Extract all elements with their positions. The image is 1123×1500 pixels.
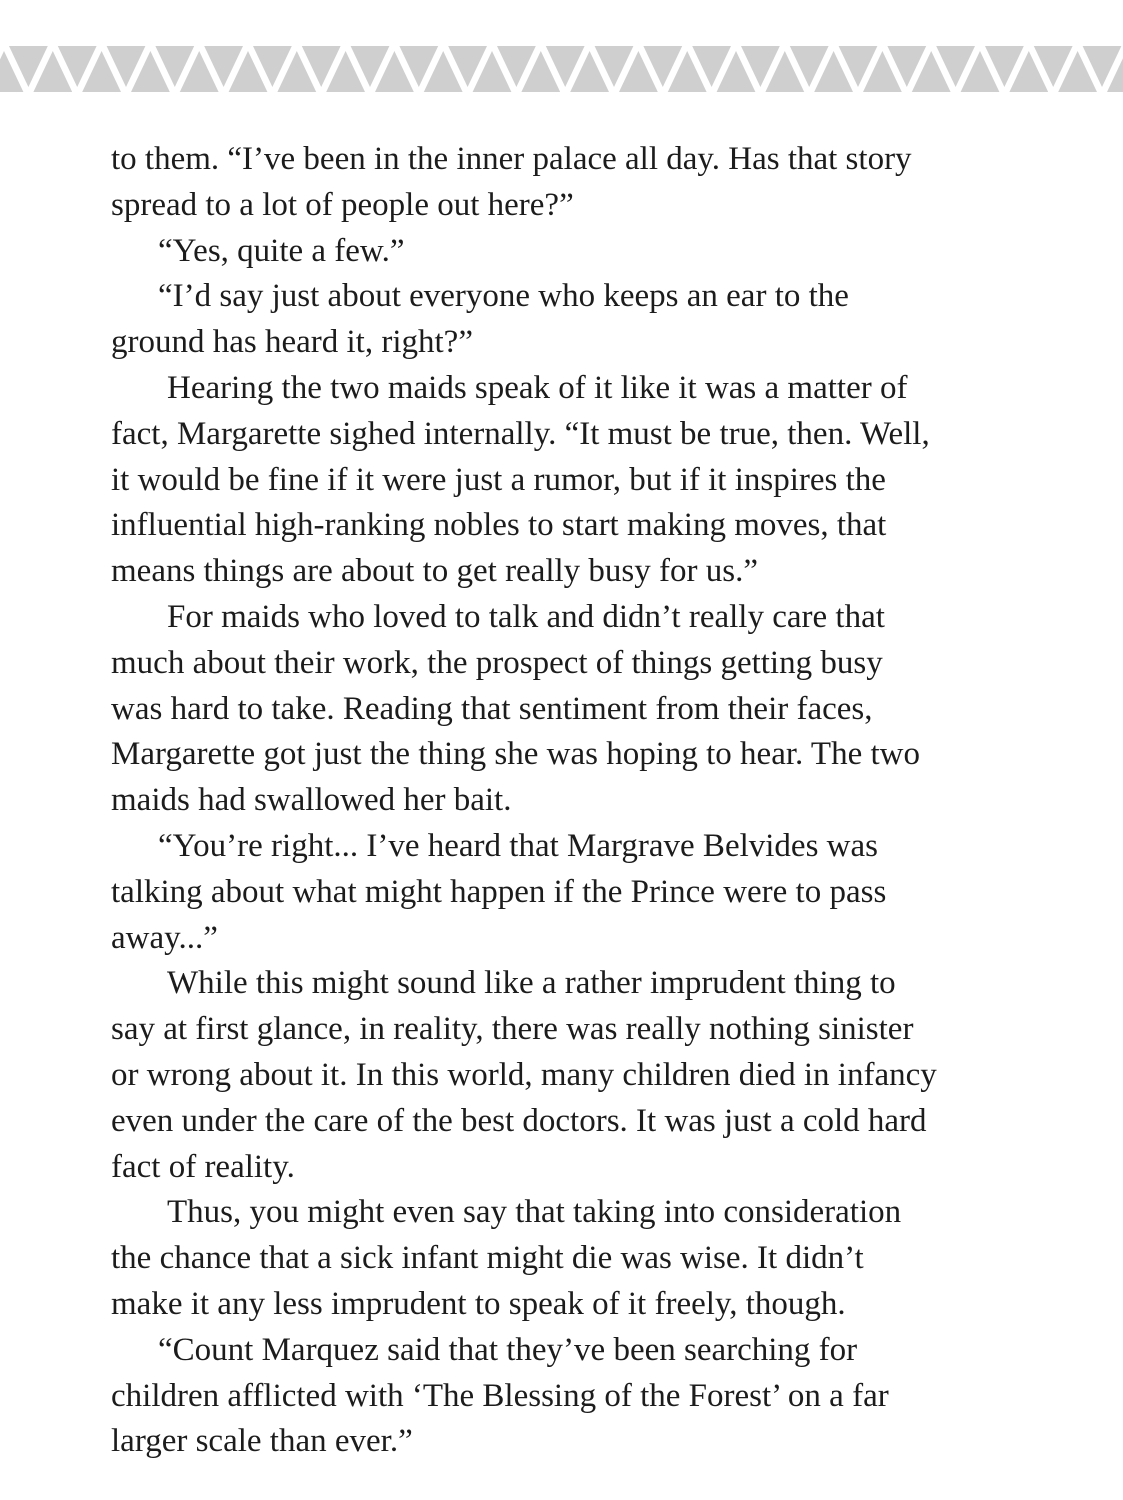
text-line: Margarette got just the thing she was hoping to hear. The two [111, 736, 920, 773]
text-line: Thus, you might even say that taking into consideration [167, 1194, 902, 1231]
text-line: even under the care of the best doctors. It was just a cold hard [111, 1102, 927, 1139]
text-line: talking about what might happen if the Prince were to pass [111, 873, 887, 910]
text-line: make it any less imprudent to speak of it freely, though. [111, 1285, 846, 1322]
text-line: Hearing the two maids speak of it like it was a matter of [167, 369, 908, 406]
text-line: “I’d say just about everyone who keeps an ear to the [158, 278, 849, 315]
text-line: fact of reality. [111, 1148, 295, 1185]
text-line: was hard to take. Reading that sentiment from their faces, [111, 690, 873, 727]
text-line: influential high-ranking nobles to start making moves, that [111, 507, 887, 544]
text-line: away...” [111, 919, 218, 956]
text-line: much about their work, the prospect of things getting busy [111, 644, 883, 681]
text-line: or wrong about it. In this world, many children died in infancy [111, 1056, 937, 1093]
text-line: say at first glance, in reality, there was really nothing sinister [111, 1011, 914, 1048]
text-line: “You’re right... I’ve heard that Margrave Belvides was [158, 827, 878, 864]
text-line: children afflicted with ‘The Blessing of the Forest’ on a far [111, 1377, 889, 1414]
page-body-text [111, 137, 1016, 1465]
text-line: means things are about to get really busy for us.” [111, 553, 758, 590]
text-line: For maids who loved to talk and didn’t really care that [167, 598, 885, 635]
text-line: “Yes, quite a few.” [158, 232, 405, 269]
text-line: the chance that a sick infant might die was wise. It didn’t [111, 1240, 864, 1277]
text-line: While this might sound like a rather imprudent thing to [167, 965, 896, 1002]
text-line: to them. “I’ve been in the inner palace all day. Has that story [111, 141, 912, 177]
text-line: larger scale than ever.” [111, 1423, 413, 1460]
text-line: spread to a lot of people out here?” [111, 186, 574, 223]
text-line: ground has heard it, right?” [111, 324, 473, 361]
text-line: it would be fine if it were just a rumor, but if it inspires the [111, 461, 886, 498]
triangle-pattern-banner [0, 46, 1123, 92]
text-line: maids had swallowed her bait. [111, 782, 512, 819]
text-line: “Count Marquez said that they’ve been searching for [158, 1331, 858, 1368]
text-line: fact, Margarette sighed internally. “It must be true, then. Well, [111, 415, 930, 452]
